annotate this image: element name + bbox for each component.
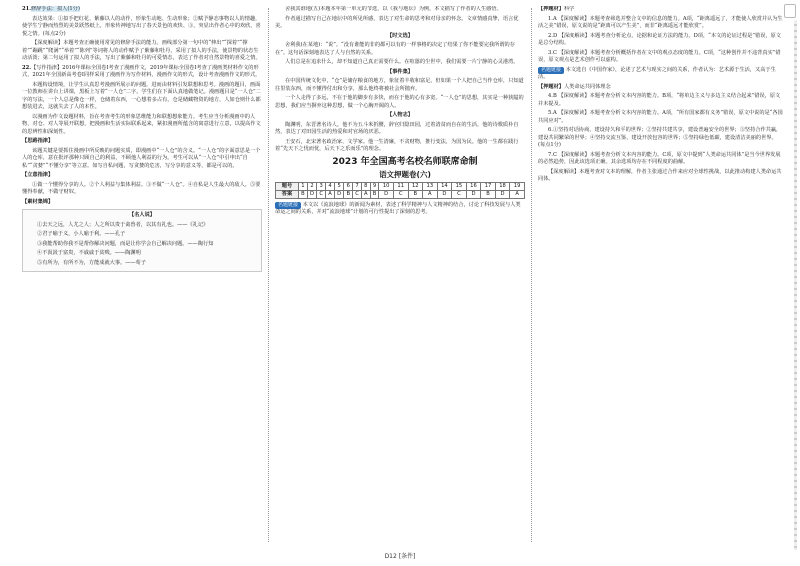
section-essay-title: 【时文选】 xyxy=(387,32,413,39)
q22-para-2: 以漫画为作文设题材料，旨在考查考生的形象思维能力和联想想象能力。考生应当分析漫画中的人物，对仓、对人等展开联想，把漫画和生活实际联系起来，紧扣漫画所蕴含的寓意进行立意，以提高作文的思辨性和深刻性。 xyxy=(22,113,261,135)
q21-analysis: 【深度解读】本题考查正确使用常见的修辞手法的能力。画线部分第一句中的“伸出”“探着”“撑着”“蹦跳”“爬满”“举着”“陈列”等词将人的动作赋予了紫藤和牡丹，采用了拟人的手法，使景物的状态生动活泼；第二句运用了拟人的手法，写出了紫藤和牡丹的可爱情态，表达了作者对自然景物的喜爱之情。 xyxy=(22,40,261,61)
quote-4: ④不汲汲于富贵，不戚戚于贫贱。——陶渊明 xyxy=(37,250,141,256)
answer-table-number: 14 xyxy=(437,182,452,190)
answer-table-number: 10 xyxy=(379,182,394,190)
topic-2: 人类命运共同体理念 xyxy=(563,83,611,90)
q22-number: 22. xyxy=(22,64,32,71)
q22-heading-material: 【素材集锦】 xyxy=(22,198,54,205)
answer-3: 3.C 【深度解读】本题考查分析概括作者在文中的观点态度的能力。C项，“这种创作并不违背真实”错误，原文观点是艺术创作可以虚构。 xyxy=(538,49,781,63)
answer-table-answer: C xyxy=(452,190,467,198)
famous-quotes-box xyxy=(22,209,262,272)
answer-table-answer: D xyxy=(307,190,317,198)
answer-table-number: 11 xyxy=(393,182,408,190)
answer-6: 6.①坚持对话协商，建设持久和平的世界；②坚持共建共享，建设普遍安全的世界；③坚持合作共赢，建设共同繁荣的世界；④坚持交流互鉴，建设开放包容的世界；⑤坚持绿色低碳，建设清洁美丽的世界。(每点1分) xyxy=(538,127,782,148)
section-event-title: 【事件集】 xyxy=(387,68,413,75)
answer-table-answer: D xyxy=(334,190,344,198)
answer-table-answer: A xyxy=(423,190,438,198)
answer-table-number: 5 xyxy=(334,182,344,190)
answer-table-answer: D xyxy=(437,190,452,198)
note-text-right: 本文选自《中国作家》，论述了艺术与现实之间的关系，作者认为：艺术源于生活，又高于生活。 xyxy=(538,66,776,80)
q22-para-1: 本题构设情境，让学生认真思考漫画所展示的问题，进而由材料引发联想和思考。漫画的题目，画面一位教师在讲台上讲课，黑板上写着“一人仓”二字。学生们在下面认真地做笔记。漫画题目是“一人仓”二字的写法，一个人总是像仓一样，仓储着东西，一心想着多占有，仓是储藏物资的地方，人如仓则什么都想装进去，这就失去了人的本性。 xyxy=(22,81,261,110)
answer-table-number: 7 xyxy=(353,182,362,190)
answer-table-answer-label: 答案 xyxy=(276,190,299,198)
answer-table-answer: B xyxy=(370,190,379,198)
essay-para-2: 人们总是在追求什么，却不知道自己真正需要什么。在喧嚣的尘世中，我们需要一片宁静的心灵港湾。 xyxy=(285,59,519,65)
quote-2: ②君子喻于义，小人喻于利。——孔子 xyxy=(37,231,126,237)
footer-note: [条件] xyxy=(398,553,416,560)
answer-7: 7.C 【深度解读】本题考查分析文本内容的能力。C项，原文中提到“人类命运共同体”是当今世界发展的必然趋势，因此该选项正确。其余选项均存在不同程度的曲解。 xyxy=(538,151,781,165)
intro-1: 舍我其谁地(五)本题本年第一单元的节选，以《我与地坛》为例，本文描写了作者的人生感悟。 xyxy=(285,6,502,12)
page-number: D12 xyxy=(384,553,397,560)
answer-table xyxy=(275,182,525,199)
q22-heading-thinking: 【思路指津】 xyxy=(22,138,54,144)
answer-table-number: 12 xyxy=(408,182,423,190)
answer-table-number: 13 xyxy=(423,182,438,190)
answer-table-number: 15 xyxy=(452,182,467,190)
column-middle xyxy=(275,6,525,546)
q21-heading: 修辞手法：拟人(1分) xyxy=(31,6,80,12)
page-footer xyxy=(0,551,800,560)
people-para-1: 陶渊明，东晋著名诗人。他不为五斗米折腰，辞官归隐田园，过着清贫而自在的生活。他的诗歌质朴自然，表达了对田园生活的热爱和对官场的厌恶。 xyxy=(275,121,519,135)
answer-table-number-label: 题号 xyxy=(276,182,299,190)
answer-table-number: 16 xyxy=(466,182,481,190)
exam-title: 2023 年全国高考名校名师联席命制 xyxy=(332,156,478,167)
note-tag: 名题链接 xyxy=(275,202,301,209)
answer-table-answer: B xyxy=(408,190,423,198)
answer-1: 1.A 【深度解读】本题考查筛选并整合文中的信息的能力。A项，“距离遥远了，才能使人欣赏并认为生活之美”错误，原文说的是“距离可以产生美”，而非“距离遥远才能欣赏”。 xyxy=(538,15,783,29)
column-right xyxy=(538,6,783,546)
answer-table-number: 18 xyxy=(495,182,510,190)
answer-4: 4.B 【深度解读】本题考查分析文本内容的能力。B项，“将单边主义与多边主义结合起来”错误，原文并未提及。 xyxy=(538,93,781,107)
q22-para-4: 该题关键是要抓住漫画中所反映的问题实质，即漫画中“一人仓”的含义。“一人仓”的字面意思是一个人的仓库，意在批评那种只顾自己的利益，不顾他人利益的行为。考生可以从“一人仓”中引申出“自私”“贪婪”“不懂分享”等立意。如写自私问题，写贪婪的危害，写分享的意义等，都是可以的。 xyxy=(22,147,261,169)
answer-table-answer: A xyxy=(326,190,335,198)
topic-tag-1: 【押题材】 xyxy=(538,6,564,12)
answer-table-answer: B xyxy=(299,190,308,198)
quote-3: ③我能帮助你我不是帮你解决问题，而是让你学会自己解决问题。——陶行知 xyxy=(37,240,214,247)
answer-2: 2.D 【深度解读】本题考查分析论点、论据和论证方法的能力。D项，“本文的论证过程是”错误，原文是总分结构。 xyxy=(538,32,781,46)
famous-quotes-title: 【名人说】 xyxy=(129,212,155,218)
answer-table-answer: C xyxy=(353,190,362,198)
answer-table-answer: A xyxy=(361,190,370,198)
answer-table-number: 8 xyxy=(361,182,370,190)
answer-table-answer: B xyxy=(344,190,353,198)
answer-5: 5.A 【深度解读】本题考查分析文本内容的能力。A项，“所有国家都有义务”错误，原文中说的是“各国共同应对”。 xyxy=(538,110,783,124)
answer-table-answer: C xyxy=(317,190,326,198)
answer-table-number: 1 xyxy=(299,182,308,190)
q21-effect: 表达效果：①拟手把红花、紫藤以人的动作，形象生动地、生动形象；②赋予静态事物以人的情趣，使学生宁静而热烈的美景跃然纸上，形象传神地写出了春天景色的欢快、③，突显出作者心中的欢欣、喜悦之情。(每点2分) xyxy=(22,15,261,37)
event-para-1: 在中国传统文化中，“仓”是储存粮食的地方，象征着丰收和富足。但如果一个人把自己当作仓库，只知道往里装东西，而不懂得付出和分享，那么他终将被社会所抛弃。 xyxy=(275,78,524,92)
q22-heading: 【写作指津】2016年课标全国卷Ⅰ考查了漫画作文，2019年课标全国卷Ⅰ考查了漫画类材料作文的形式，2021年全国新高考卷Ⅰ同样采用了漫画作为写作材料，漫画作文的形式，设计考查漫画作文的形式。 xyxy=(22,64,261,78)
event-para-2: 一个人走得了多远，不在于他的脚步有多快，而在于他的心有多宽。“一人仓”的思想，其实是一种狭隘的思想，我们应当摒弃这种思想，做一个心胸开阔的人。 xyxy=(275,95,524,109)
answer-table-answer: D xyxy=(379,190,394,198)
column-divider xyxy=(268,8,269,542)
note-text: 本文以《流浪地球》的新闻为素材，表述了科学精神与人文精神的结合，讨论了科技发展与人类命运之间的关系，并对“流浪地球”计划的可行性提出了深刻的思考。 xyxy=(275,201,521,215)
q22-para-6: ①做一个懂得分享的人。②个人利益与集体利益。③不做“一人仓”。④自私是人生最大的敌人。⑤要懂得奉献，不做守财奴。 xyxy=(22,181,261,195)
answer-table-answer: C xyxy=(393,190,408,198)
quote-5: ⑤有所为，有所不为，方能成就大事。——荀子 xyxy=(37,259,146,266)
corner-mark xyxy=(784,4,796,18)
intro-2: 作者通过描写自己在地坛中的所见所感，表达了对生命的思考和对母亲的怀念。文章情感真挚，语言优美。 xyxy=(275,15,519,29)
column-left xyxy=(22,6,262,546)
exam-subtitle: 语文押题卷(六) xyxy=(379,169,431,179)
section-people-title: 【人物志】 xyxy=(387,112,413,118)
answer-8: 【深度解读】本题考查对文本的理解，作者主张通过合作来应对全球性挑战，以此推动构建人类命运共同体。 xyxy=(538,168,782,182)
binding-spine xyxy=(794,20,797,550)
answer-table-number: 9 xyxy=(370,182,379,190)
people-para-2: 王安石，北宋著名政治家、文学家。他一生清廉，不贪财物，推行变法，为国为民。他的一生都在践行着“先天下之忧而忧，后天下之乐而乐”的理念。 xyxy=(275,138,519,152)
answer-table-number: 3 xyxy=(317,182,326,190)
q22-heading-theme: 【立意指津】 xyxy=(22,172,54,178)
answer-table-number: 6 xyxy=(344,182,353,190)
answer-table-number: 19 xyxy=(510,182,525,190)
answer-table-number: 4 xyxy=(326,182,335,190)
answer-table-number: 17 xyxy=(481,182,496,190)
column-divider xyxy=(531,8,532,542)
topic-1: 科学 xyxy=(563,6,575,12)
answer-table-answer: A xyxy=(510,190,525,198)
q21-number: 21. xyxy=(22,6,32,12)
note-tag-right: 名题链接 xyxy=(538,67,564,74)
quote-1: ①去天之远，人尤之人；人之所以贵于禽兽者，以其有礼也。——《礼记》 xyxy=(37,221,209,228)
answer-table-answer: D xyxy=(466,190,481,198)
essay-para-1: 舍利我(在某地)：“说”。“没有谁能的非的都可以有的一样事格的决定了结果了你不能要完我所谓的存在”。这句话深刻地表达了人与自然的关系。 xyxy=(275,42,515,56)
answer-table-answer: B xyxy=(481,190,496,198)
answer-table-number: 2 xyxy=(307,182,317,190)
topic-tag-2: 【押题材】 xyxy=(538,83,564,90)
answer-table-answer: D xyxy=(495,190,510,198)
